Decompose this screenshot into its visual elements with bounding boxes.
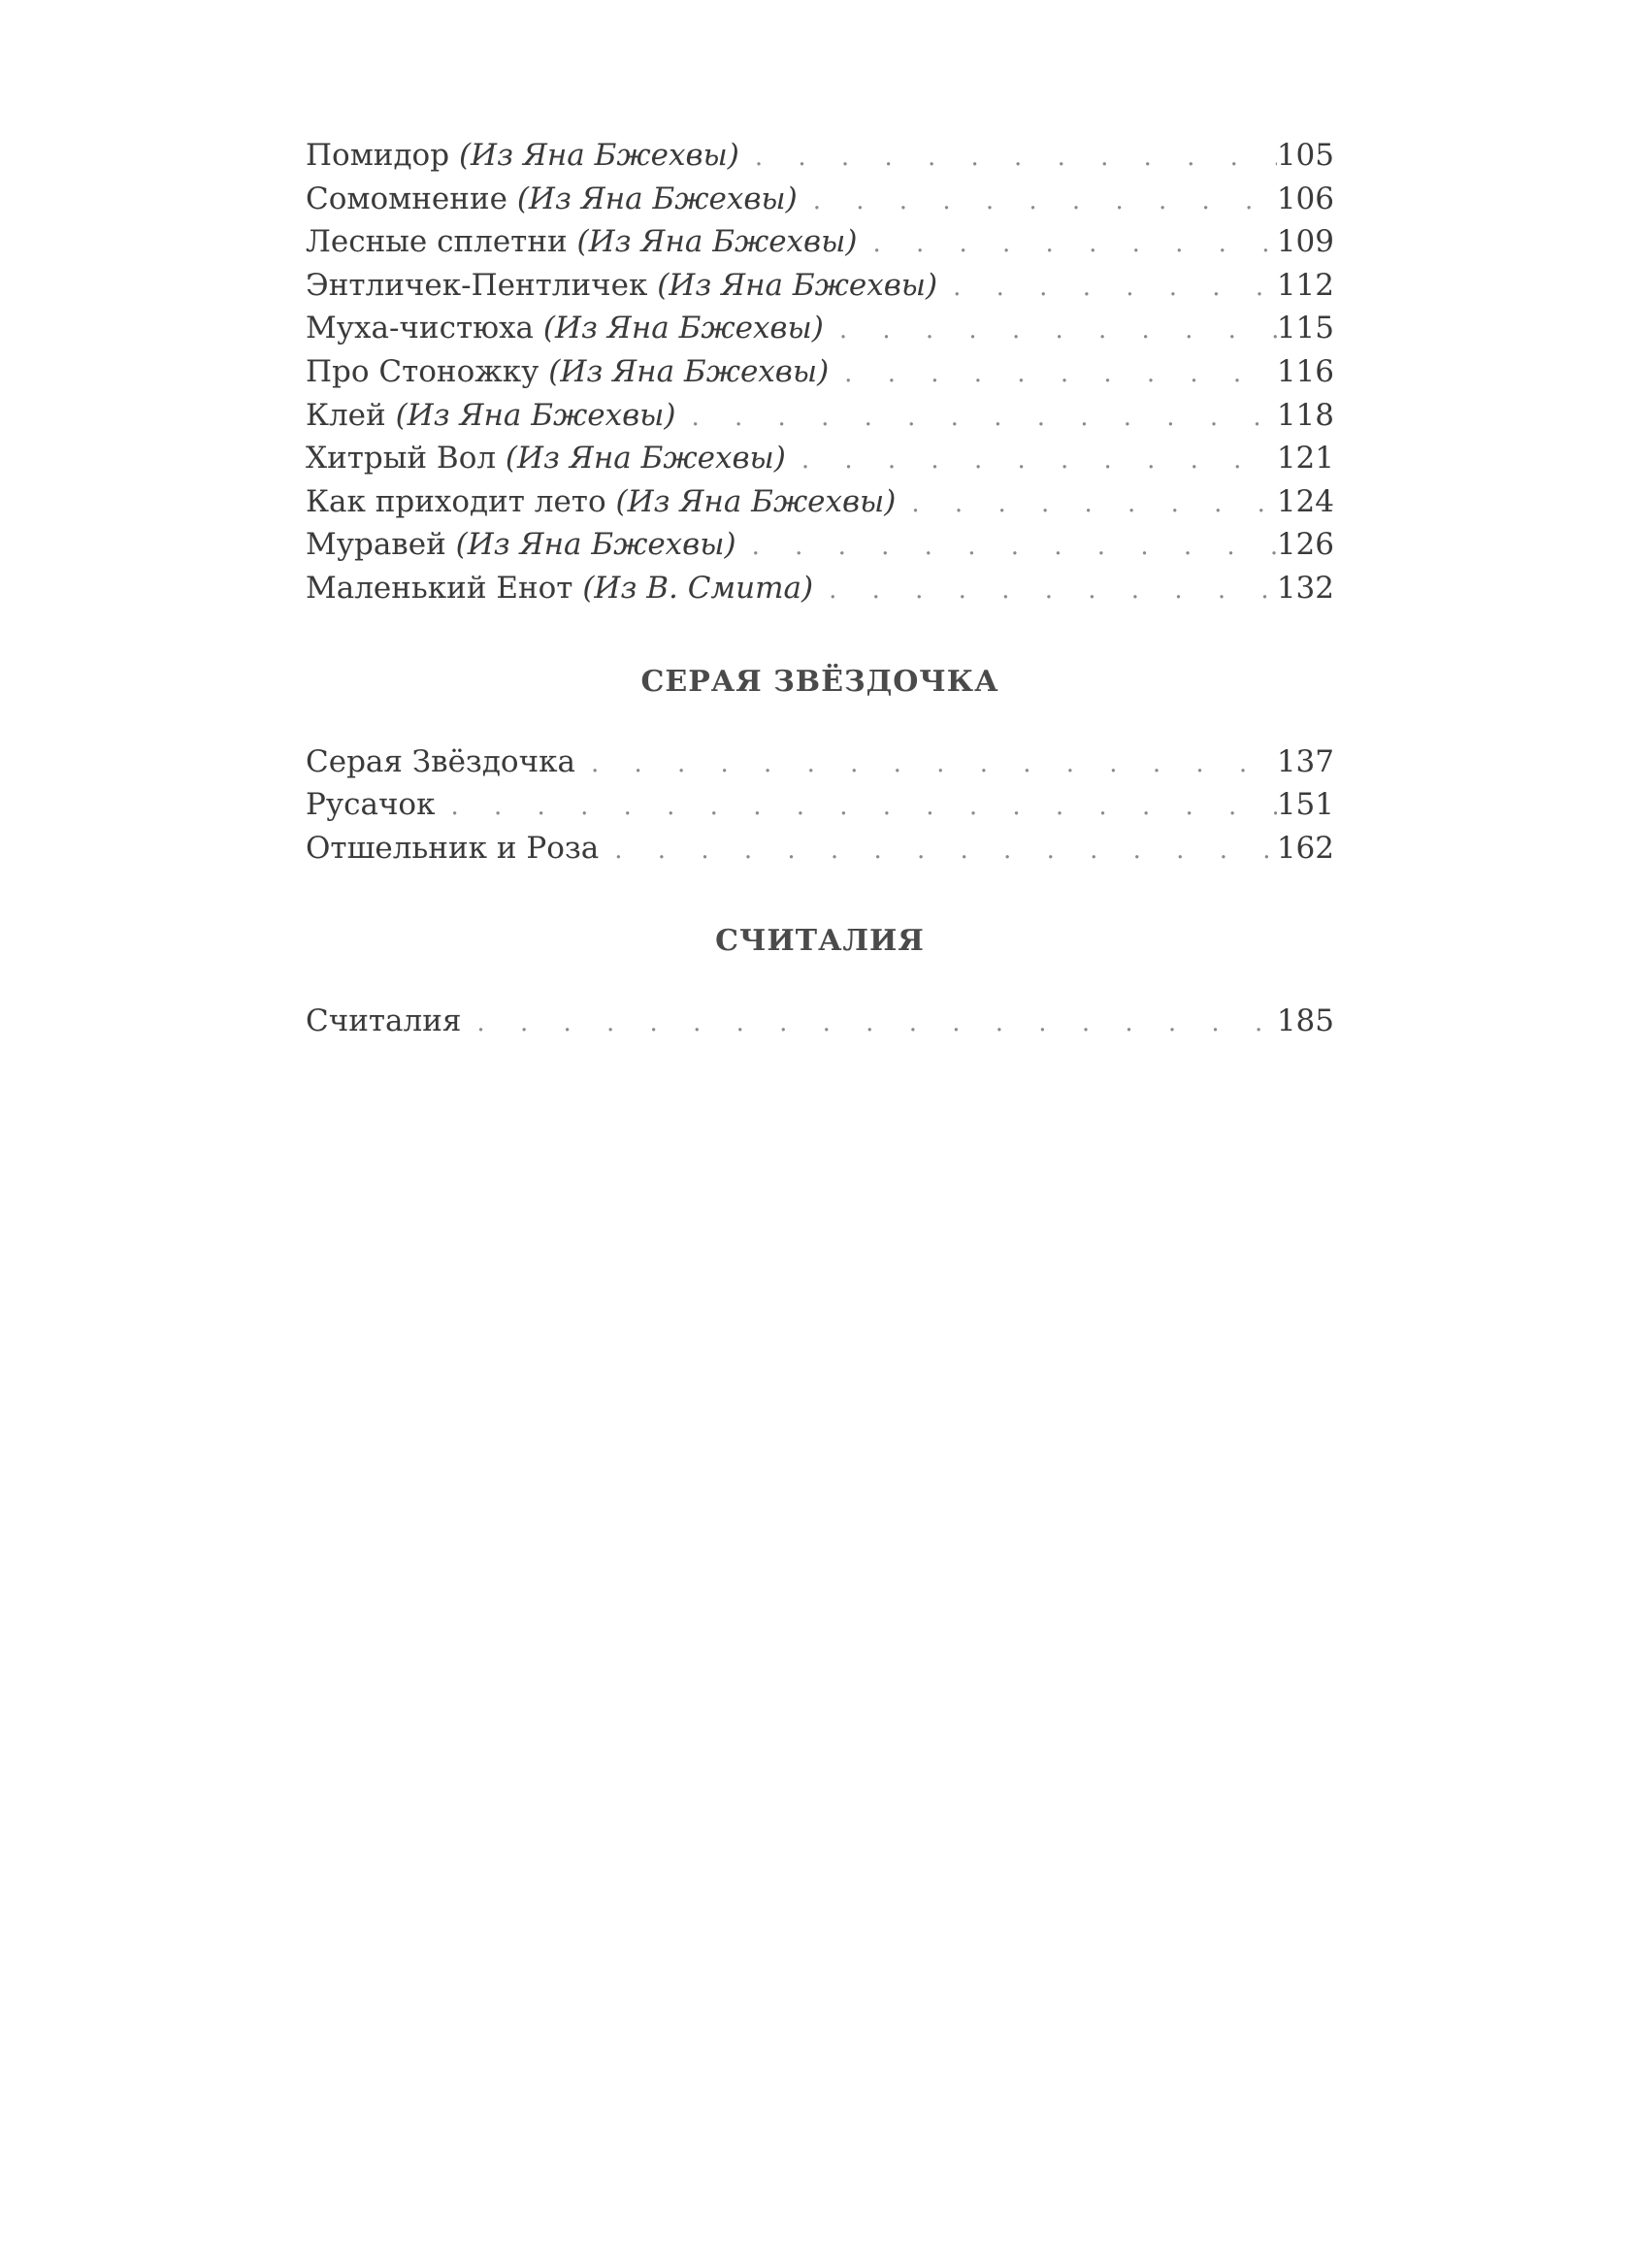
entry-name: Лесные сплетни <box>306 224 568 260</box>
toc-entry <box>306 1000 1334 1043</box>
entry-page-number: 112 <box>1276 267 1334 303</box>
entry-page-number: 137 <box>1276 743 1334 779</box>
entry-page-number: 126 <box>1276 527 1334 563</box>
entry-page-number: 162 <box>1276 830 1334 866</box>
dot-leader <box>736 525 1277 569</box>
entry-author: (Из В. Смита) <box>582 570 814 606</box>
dot-leader <box>824 309 1277 352</box>
entry-author: (Из Яна Бжехвы) <box>542 311 824 346</box>
toc-entry <box>306 350 1334 394</box>
entry-author: (Из Яна Бжехвы) <box>458 138 739 173</box>
entry-page-number: 116 <box>1276 353 1334 389</box>
entry-title <box>306 567 813 610</box>
entry-name: Помидор <box>306 138 450 173</box>
toc-entry <box>306 220 1334 264</box>
dot-leader <box>675 396 1276 440</box>
entry-name: Маленький Енот <box>306 570 573 606</box>
entry-name: Энтличек-Пентличек <box>306 267 648 303</box>
entry-page-number: 151 <box>1276 787 1334 823</box>
entry-title <box>306 437 786 480</box>
entry-page-number: 106 <box>1276 181 1334 216</box>
toc-entry <box>306 178 1334 221</box>
toc-entry <box>306 827 1334 871</box>
toc-entries <box>306 134 1334 610</box>
toc-entry <box>306 264 1334 308</box>
entry-name: Про Стоножку <box>306 353 539 389</box>
entry-page-number: 109 <box>1276 224 1334 260</box>
entry-name: Муха-чистюха <box>306 311 535 346</box>
entry-page-number: 105 <box>1276 138 1334 173</box>
entry-title <box>306 350 829 394</box>
dot-leader <box>461 1002 1276 1045</box>
entry-page-number: 124 <box>1276 483 1334 519</box>
dot-leader <box>739 136 1277 180</box>
entry-title <box>306 264 937 308</box>
entry-page-number: 132 <box>1276 570 1334 606</box>
entry-title <box>306 307 824 350</box>
entry-title <box>306 220 857 264</box>
entry-name: Сомомнение <box>306 181 507 216</box>
toc-entry <box>306 740 1334 784</box>
toc-entries <box>306 740 1334 871</box>
dot-leader <box>896 482 1276 526</box>
entry-title: Отшельник и Роза <box>306 830 600 866</box>
dot-leader <box>937 266 1277 310</box>
dot-leader <box>798 180 1277 223</box>
entry-name: Как приходит лето <box>306 483 606 519</box>
dot-leader <box>857 222 1276 266</box>
entry-author: (Из Яна Бжехвы) <box>505 441 786 477</box>
entry-title <box>306 134 739 178</box>
entry-title <box>306 394 675 438</box>
section-heading: СЧИТАЛИЯ <box>715 924 925 959</box>
entry-page-number: 118 <box>1276 397 1334 433</box>
entry-title <box>306 178 798 221</box>
entry-author: (Из Яна Бжехвы) <box>455 527 736 563</box>
entry-author: (Из Яна Бжехвы) <box>615 483 897 519</box>
entry-title: Серая Звёздочка <box>306 743 575 779</box>
entry-author: (Из Яна Бжехвы) <box>548 353 830 389</box>
dot-leader <box>829 352 1277 396</box>
entry-title <box>306 523 736 567</box>
dot-leader <box>786 439 1277 482</box>
entry-name: Хитрый Вол <box>306 441 497 477</box>
entry-name: Муравей <box>306 527 446 563</box>
toc-entry <box>306 307 1334 350</box>
entry-name: Клей <box>306 397 386 433</box>
entry-author: (Из Яна Бжехвы) <box>576 224 858 260</box>
toc-entry <box>306 134 1334 178</box>
toc-entry <box>306 783 1334 827</box>
entry-page-number: 121 <box>1276 441 1334 477</box>
dot-leader <box>435 785 1276 829</box>
entry-page-number: 185 <box>1276 1003 1334 1039</box>
table-of-contents <box>306 134 1334 1043</box>
dot-leader <box>575 742 1277 786</box>
toc-entry <box>306 523 1334 567</box>
toc-section-schitaliya <box>306 920 1334 1043</box>
entry-title: Считалия <box>306 1003 462 1039</box>
entry-title <box>306 480 896 524</box>
dot-leader <box>813 569 1277 612</box>
toc-section-seraya-zvezdochka <box>306 661 1334 871</box>
toc-entry <box>306 394 1334 438</box>
entry-author: (Из Яна Бжехвы) <box>395 397 676 433</box>
entry-page-number: 115 <box>1276 311 1334 346</box>
toc-section <box>306 134 1334 610</box>
section-heading: СЕРАЯ ЗВЁЗДОЧКА <box>640 664 999 699</box>
toc-entry <box>306 480 1334 524</box>
dot-leader <box>599 829 1277 872</box>
entry-title: Русачок <box>306 787 436 823</box>
toc-entry <box>306 567 1334 610</box>
toc-entries <box>306 1000 1334 1043</box>
entry-author: (Из Яна Бжехвы) <box>516 181 798 216</box>
entry-author: (Из Яна Бжехвы) <box>657 267 938 303</box>
toc-entry <box>306 437 1334 480</box>
